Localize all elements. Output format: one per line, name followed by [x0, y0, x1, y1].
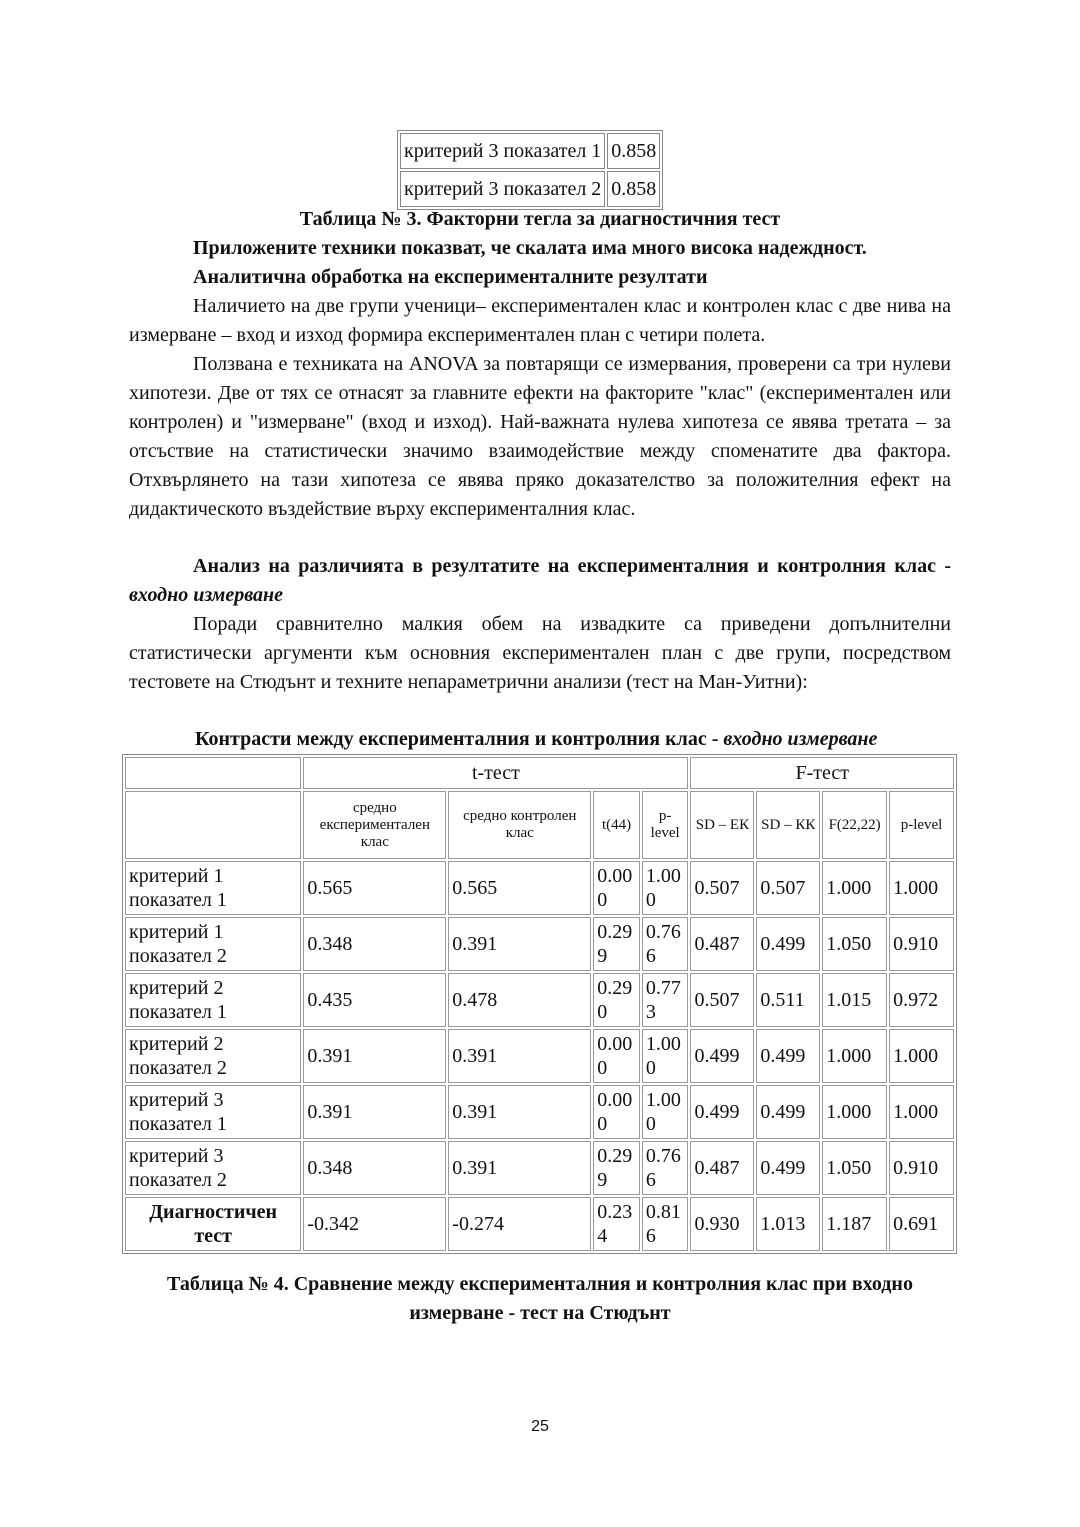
col-p-level-f: p-level	[889, 791, 954, 859]
section-heading-differences	[129, 552, 951, 610]
paragraph-anova: Ползвана е техниката на ANOVA за повтарящи се измервания, проверени са три нулеви хипотези. Две от тях се отнасят за главните ефекти на факторите "клас" (експериментален или контролен) и "измерване" (вход и изход). Най-важната нулева хипотеза се явява третата – за отсъствие на статистически значимо взаимодействие между споменатите два фактора. Отхвърлянето на тази хипотеза се явява пряко доказателство за положителния ефект на дидактическото въздействие върху експерименталния клас.	[129, 353, 951, 520]
table-row	[125, 1029, 954, 1083]
heading-bold-part: Анализ на различията в резултатите на експерименталния и контролния клас -	[193, 555, 951, 577]
table-cell: 0.816	[642, 1197, 689, 1251]
paragraph-groups: Наличието на две групи ученици– експериментален клас и контролен клас с две нива на измерване – вход и изход формира експериментален план с четири полета.	[129, 295, 951, 346]
table-cell: 1.000	[822, 1029, 887, 1083]
table-cell: 1.050	[822, 917, 887, 971]
table-cell: 0.487	[690, 1141, 754, 1195]
table-cell: 0.487	[690, 917, 754, 971]
table-cell: 0.910	[889, 917, 954, 971]
paragraph-student: Поради сравнително малкия обем на извадките са приведени допълнителни статистически аргументи към основния експериментален план с две групи, посредством тестовете на Стюдънт и техните непараметрични анализи (тест на Ман-Уитни):	[129, 613, 951, 693]
table-row	[125, 917, 954, 971]
table-cell: 1.000	[889, 1085, 954, 1139]
table-row	[125, 973, 954, 1027]
row-label: критерий 2 показател 2	[125, 1029, 301, 1083]
table-cell: 0.299	[593, 917, 640, 971]
column-header-row	[125, 791, 954, 859]
table-cell: 0.499	[690, 1029, 754, 1083]
table-cell: 0.478	[448, 973, 591, 1027]
heading-italic-part: входно измерване	[129, 584, 283, 606]
table-cell: 0.499	[756, 1085, 820, 1139]
table-cell: 0.000	[593, 861, 640, 915]
table-cell: 0.511	[756, 973, 820, 1027]
table-cell: 0.499	[756, 1029, 820, 1083]
table-cell: 0.858	[607, 133, 660, 169]
table-cell: 1.015	[822, 973, 887, 1027]
table-cell: 0.000	[593, 1029, 640, 1083]
page-number: 25	[531, 1418, 549, 1435]
col-mean-experimental: средно експериментален клас	[303, 791, 446, 859]
table-cell: 0.348	[303, 917, 446, 971]
table-cell: 1.000	[642, 1029, 689, 1083]
title-italic-part: входно измерване	[723, 728, 878, 750]
table-cell: 1.000	[822, 861, 887, 915]
table-cell: 0.391	[303, 1029, 446, 1083]
table3-caption: Таблица № 3. Факторни тегла за диагностичния тест	[299, 208, 781, 230]
table-body	[125, 861, 954, 1251]
title-bold-part: Контрасти между експерименталния и контролния клас -	[195, 728, 724, 750]
col-t44: t(44)	[593, 791, 640, 859]
table-cell: 0.858	[607, 171, 660, 207]
col-f: F(22,22)	[822, 791, 887, 859]
table-cell: 1.013	[756, 1197, 820, 1251]
table-row	[125, 1141, 954, 1195]
table-cell: 0.234	[593, 1197, 640, 1251]
table-row	[125, 861, 954, 915]
section-heading-analysis: Аналитична обработка на експерименталните резултати	[193, 266, 708, 288]
table-cell: 0.435	[303, 973, 446, 1027]
table-cell: 1.000	[889, 1029, 954, 1083]
table-cell: 0.499	[756, 917, 820, 971]
table-cell: 0.691	[889, 1197, 954, 1251]
table-cell: 0.391	[448, 917, 591, 971]
table-row	[125, 1085, 954, 1139]
table-cell: 1.000	[642, 861, 689, 915]
table-row	[400, 171, 660, 207]
row-label: Диагностичен тест	[125, 1197, 301, 1251]
table-cell: 0.348	[303, 1141, 446, 1195]
empty-cell	[125, 791, 301, 859]
table-cell: критерий 3 показател 2	[400, 171, 605, 207]
table-cell: 0.766	[642, 1141, 689, 1195]
table-cell: 0.930	[690, 1197, 754, 1251]
table-cell: -0.342	[303, 1197, 446, 1251]
contrast-table	[122, 754, 957, 1254]
table-cell: 0.565	[303, 861, 446, 915]
table-cell: -0.274	[448, 1197, 591, 1251]
table4-caption: Таблица № 4. Сравнение между експерименталния и контролния клас при входно измерване - тест на Стюдънт	[167, 1273, 913, 1324]
table-row	[400, 133, 660, 169]
table-cell: 1.000	[889, 861, 954, 915]
table-cell: 0.290	[593, 973, 640, 1027]
table-cell: 0.391	[448, 1085, 591, 1139]
table-cell: 0.507	[756, 861, 820, 915]
reliability-statement: Приложените техники показват, че скалата има много висока надеждност.	[193, 237, 867, 259]
table-cell: 0.499	[756, 1141, 820, 1195]
table-cell: 0.000	[593, 1085, 640, 1139]
main-table-title	[195, 725, 955, 754]
row-label: критерий 1 показател 1	[125, 861, 301, 915]
table-cell: 0.565	[448, 861, 591, 915]
row-label: критерий 3 показател 1	[125, 1085, 301, 1139]
table-cell: 0.910	[889, 1141, 954, 1195]
table-cell: 0.507	[690, 973, 754, 1027]
table-cell: 1.187	[822, 1197, 887, 1251]
table-cell: 0.507	[690, 861, 754, 915]
f-test-header: F-тест	[690, 757, 954, 789]
table-cell: 1.000	[822, 1085, 887, 1139]
t-test-header: t-тест	[303, 757, 688, 789]
table-row	[125, 1197, 954, 1251]
table-cell: 0.773	[642, 973, 689, 1027]
col-sd-kk: SD – КК	[756, 791, 820, 859]
table-cell: 1.000	[642, 1085, 689, 1139]
table-cell: 0.391	[448, 1029, 591, 1083]
group-header-row	[125, 757, 954, 789]
table-cell: 0.299	[593, 1141, 640, 1195]
table-cell: 1.050	[822, 1141, 887, 1195]
table-cell: 0.391	[448, 1141, 591, 1195]
col-p-level-t: p-level	[642, 791, 689, 859]
row-label: критерий 1 показател 2	[125, 917, 301, 971]
col-mean-control: средно контролен клас	[448, 791, 591, 859]
table-cell: критерий 3 показател 1	[400, 133, 605, 169]
table-cell: 0.972	[889, 973, 954, 1027]
row-label: критерий 3 показател 2	[125, 1141, 301, 1195]
table-cell: 0.766	[642, 917, 689, 971]
col-sd-ek: SD – ЕК	[690, 791, 754, 859]
table-cell: 0.391	[303, 1085, 446, 1139]
empty-cell	[125, 757, 301, 789]
table-cell: 0.499	[690, 1085, 754, 1139]
row-label: критерий 2 показател 1	[125, 973, 301, 1027]
factor-loadings-table	[397, 130, 663, 210]
